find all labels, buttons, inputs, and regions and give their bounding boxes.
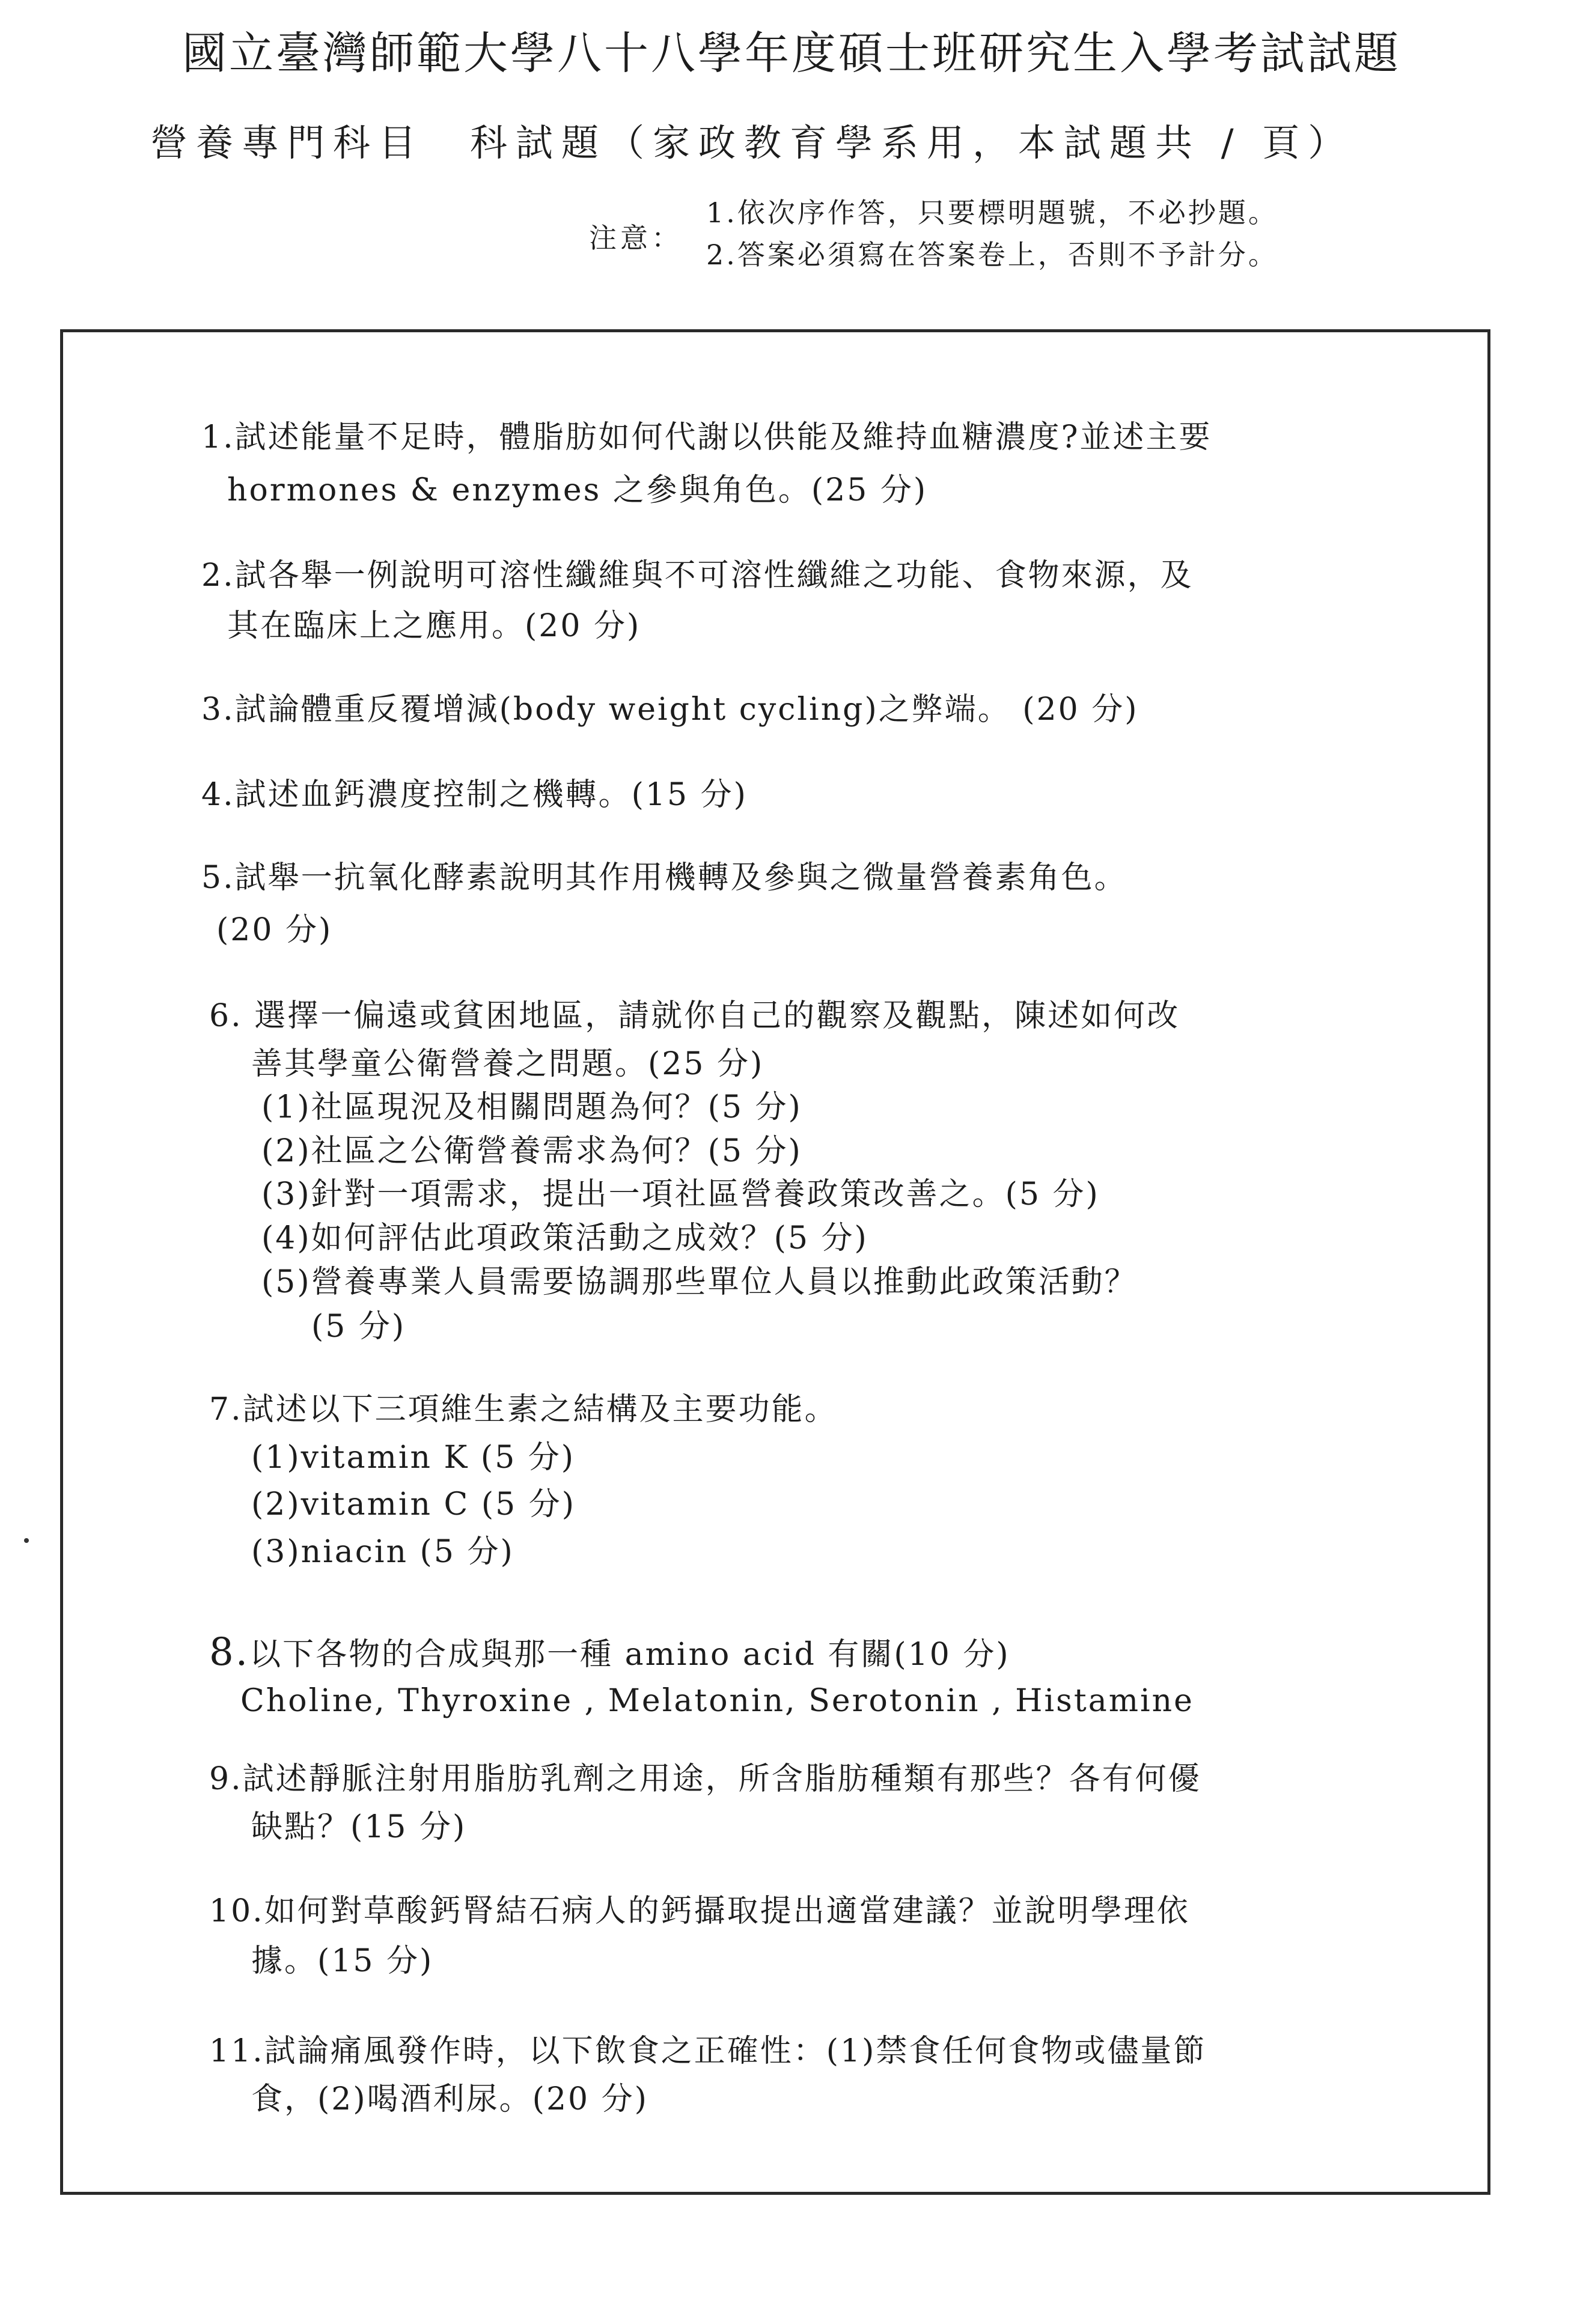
question-6-sub-3: (3)針對一項需求，提出一項社區營養政策改善之。(5 分) [261, 1176, 1100, 1212]
notice-label: 注意： [589, 222, 683, 254]
question-1-line-1: 1.試述能量不足時，體脂肪如何代謝以供能及維持血糖濃度?並述主要 [201, 419, 1212, 455]
question-11-line-1: 11.試論痛風發作時，以下飲食之正確性：(1)禁食任何食物或儘量節 [209, 2033, 1207, 2069]
question-5-line-1: 5.試舉一抗氧化酵素說明其作用機轉及參與之微量營養素角色。 [201, 860, 1127, 896]
exam-title: 國立臺灣師範大學八十八學年度碩士班研究生入學考試試題 [182, 28, 1401, 79]
question-6-sub-4: (4)如何評估此項政策活動之成效？(5 分) [261, 1220, 868, 1256]
question-6-sub-2: (2)社區之公衛營養需求為何？(5 分) [261, 1133, 802, 1169]
question-7-line-1: 7.試述以下三項維生素之結構及主要功能。 [209, 1392, 838, 1428]
question-2-line-2: 其在臨床上之應用。(20 分) [227, 608, 641, 644]
question-4-line-1: 4.試述血鈣濃度控制之機轉。(15 分) [201, 777, 748, 813]
question-8-line-2: Choline, Thyroxine , Melatonin, Serotonin , Histamine [240, 1683, 1194, 1719]
question-7-sub-2: (2)vitamin C (5 分) [251, 1486, 576, 1522]
question-6-line-2: 善其學童公衛營養之問題。(25 分) [251, 1046, 764, 1082]
question-6-sub-1: (1)社區現況及相關問題為何？(5 分) [261, 1089, 802, 1125]
question-7-sub-3: (3)niacin (5 分) [251, 1534, 514, 1570]
notice-item: 1.依次序作答，只要標明題號，不必抄題。 [706, 196, 1278, 229]
question-8-text: 以下各物的合成與那一種 amino acid 有關(10 分) [249, 1637, 1010, 1673]
question-6-sub-5-score: (5 分) [311, 1309, 406, 1345]
question-11-line-2: 食，(2)喝酒利尿。(20 分) [251, 2081, 648, 2117]
question-3-line-1: 3.試論體重反覆增減(body weight cycling)之弊端。 (20 分) [201, 692, 1139, 728]
question-6-line-1: 6. 選擇一偏遠或貧困地區，請就你自己的觀察及觀點，陳述如何改 [209, 998, 1180, 1034]
notice-block [589, 191, 1430, 281]
question-8-number: 8. [209, 1630, 250, 1675]
question-7-sub-1: (1)vitamin K (5 分) [251, 1440, 576, 1476]
question-1-line-2: hormones & enzymes 之參與角色。(25 分) [227, 472, 928, 508]
question-10-line-1: 10.如何對草酸鈣腎結石病人的鈣攝取提出適當建議？並說明學理依 [209, 1893, 1190, 1929]
question-9-line-2: 缺點？(15 分) [251, 1809, 467, 1845]
question-5-line-2: (20 分) [216, 912, 333, 948]
question-9-line-1: 9.試述靜脈注射用脂肪乳劑之用途，所含脂肪種類有那些？各有何優 [209, 1761, 1201, 1797]
question-8-line-1 [209, 1630, 1010, 1675]
question-2-line-1: 2.試各舉一例說明可溶性纖維與不可溶性纖維之功能、食物來源，及 [201, 558, 1194, 594]
exam-subtitle: 營養專門科目 科試題（家政教育學系用，本試題共 / 頁） [150, 121, 1354, 165]
question-6-sub-5: (5)營養專業人員需要協調那些單位人員以推動此政策活動？ [261, 1264, 1138, 1300]
scan-speck [24, 1538, 29, 1543]
notice-item: 2.答案必須寫在答案卷上，否則不予計分。 [706, 239, 1278, 271]
question-10-line-2: 據。(15 分) [251, 1943, 434, 1979]
